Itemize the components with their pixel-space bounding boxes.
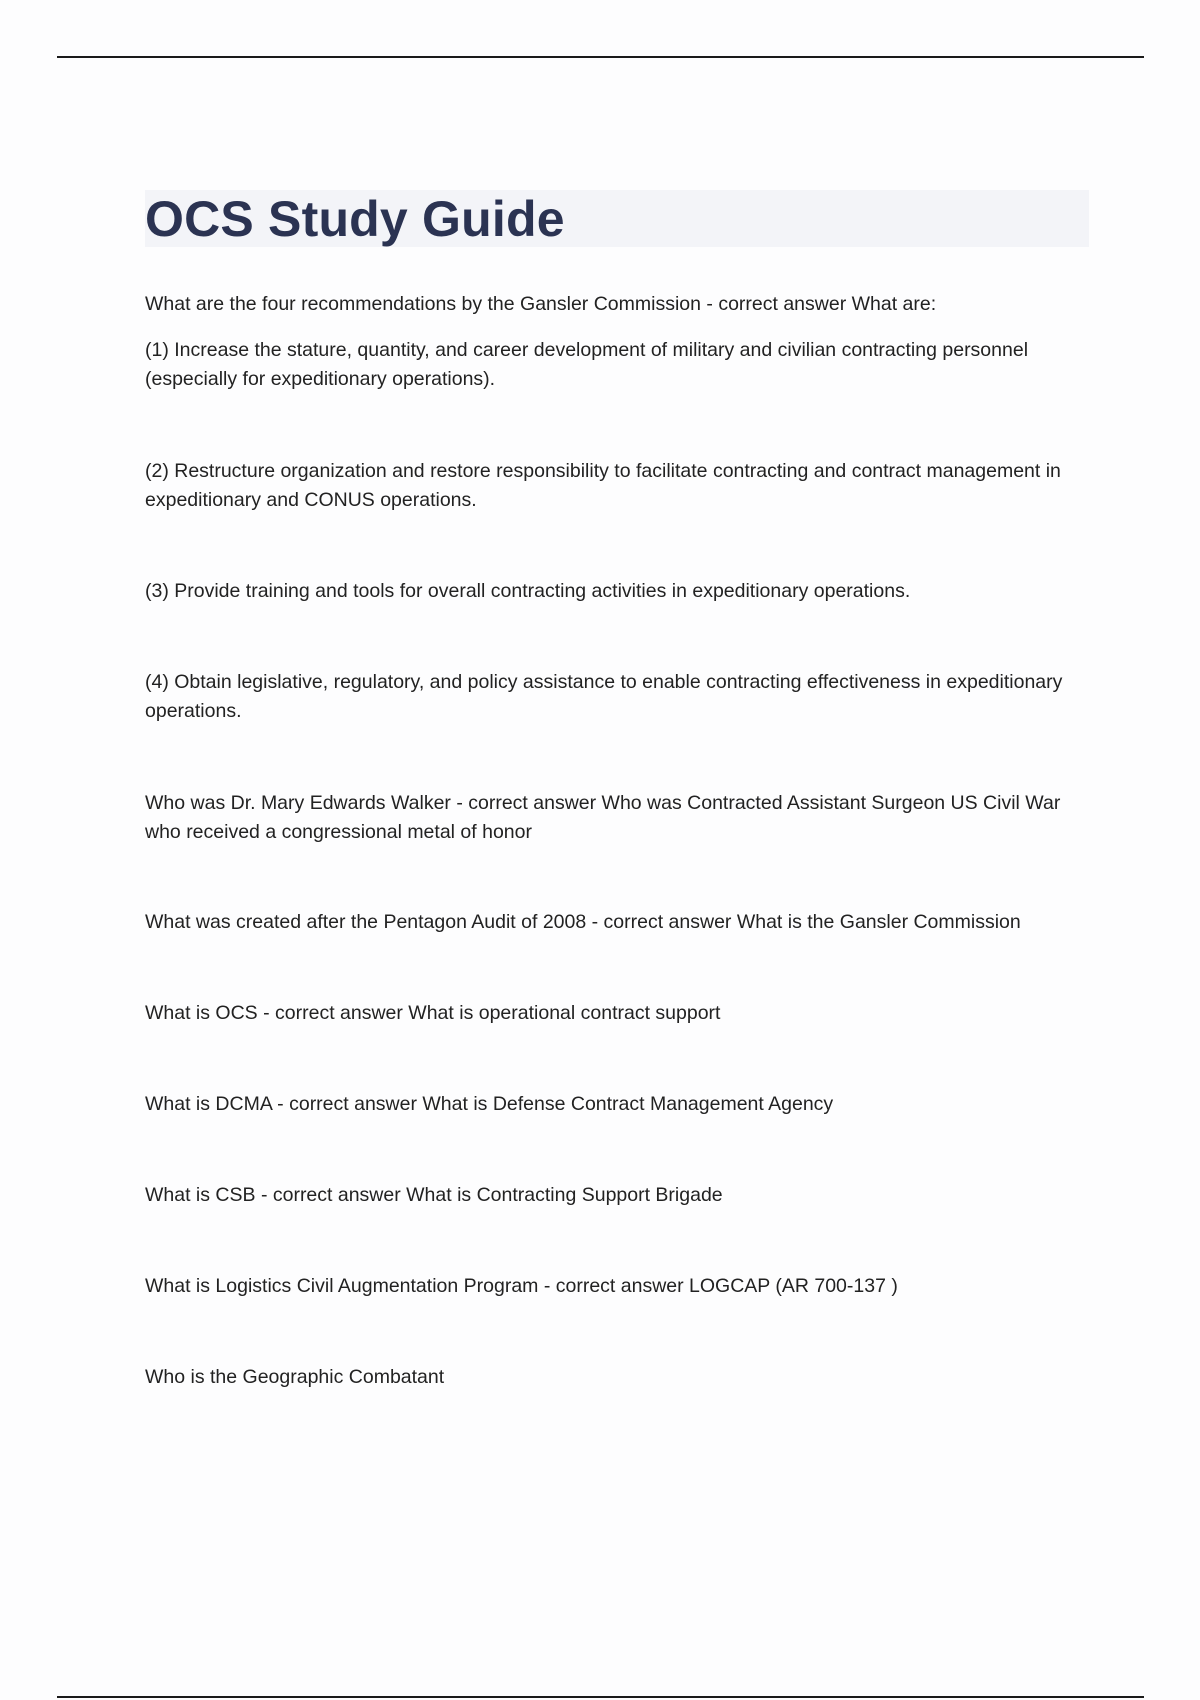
paragraph-gansler-question: What are the four recommendations by the Gansler Commission - correct answer What are: (145, 293, 937, 315)
paragraph-recommendation-2: (2) Restructure organization and restore responsibility to facilitate contracting and contract management in expeditionary and CONUS operations. (145, 460, 1061, 511)
paragraph-mary-walker: Who was Dr. Mary Edwards Walker - correct answer Who was Contracted Assistant Surgeon US Civil War who received a congressional metal of honor (145, 792, 1061, 843)
paragraph-csb: What is CSB - correct answer What is Contracting Support Brigade (145, 1184, 723, 1206)
paragraph-recommendation-3: (3) Provide training and tools for overall contracting activities in expeditionary operations. (145, 580, 911, 602)
paragraph-geographic-combatant: Who is the Geographic Combatant (145, 1366, 445, 1388)
document-title: OCS Study Guide (145, 191, 565, 247)
bottom-rule (57, 1696, 1144, 1698)
paragraph-recommendation-4: (4) Obtain legislative, regulatory, and policy assistance to enable contracting effectiveness in expeditionary operations. (145, 671, 1063, 722)
top-rule (57, 56, 1144, 58)
paragraph-dcma: What is DCMA - correct answer What is Defense Contract Management Agency (145, 1093, 834, 1115)
paragraph-logcap: What is Logistics Civil Augmentation Program - correct answer LOGCAP (AR 700-137 ) (145, 1275, 898, 1297)
paragraph-pentagon-audit: What was created after the Pentagon Audit of 2008 - correct answer What is the Gansler Commission (145, 911, 1021, 933)
paragraph-recommendation-1: (1) Increase the stature, quantity, and career development of military and civilian contracting personnel (especially for expeditionary operations). (145, 339, 1029, 390)
paragraph-ocs: What is OCS - correct answer What is operational contract support (145, 1002, 721, 1024)
